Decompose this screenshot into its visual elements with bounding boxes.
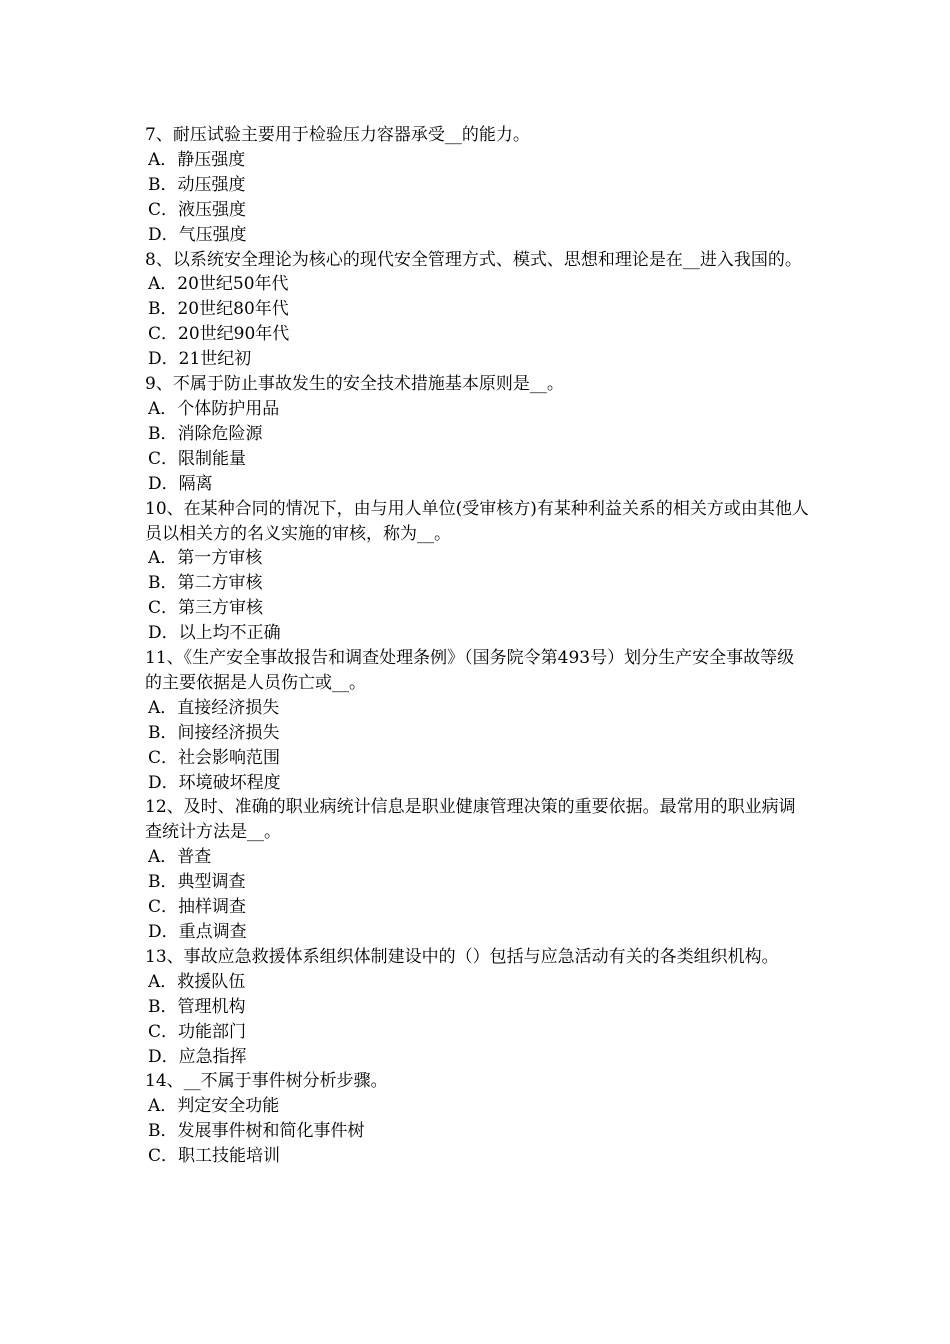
option-a: A．第一方审核 bbox=[148, 548, 263, 569]
option-a: A．直接经济损失 bbox=[148, 697, 280, 718]
option-a: A．普查 bbox=[148, 847, 212, 868]
option-b: B．发展事件树和简化事件树 bbox=[148, 1121, 365, 1142]
option-c: C．职工技能培训 bbox=[148, 1146, 281, 1167]
option-c: C．社会影响范围 bbox=[148, 747, 281, 768]
question-block bbox=[145, 372, 810, 497]
option-d: D．隔离 bbox=[148, 473, 213, 494]
option-d: D．重点调查 bbox=[148, 922, 247, 942]
question-block bbox=[145, 945, 810, 1070]
option-b: B．动压强度 bbox=[148, 174, 246, 195]
question-text: 11、《生产安全事故报告和调查处理条例》（国务院令第493号）划分生产安全事故等级的主要依据是人员伤亡或__。 bbox=[145, 648, 795, 693]
question-block bbox=[145, 1069, 810, 1169]
option-b: B．间接经济损失 bbox=[148, 722, 280, 743]
option-c: C．抽样调查 bbox=[148, 897, 247, 918]
question-block bbox=[145, 123, 810, 248]
option-c: C．20世纪90年代 bbox=[148, 324, 290, 345]
option-b: B．管理机构 bbox=[148, 996, 246, 1017]
option-b: B．典型调查 bbox=[148, 872, 246, 893]
option-d: D．环境破坏程度 bbox=[148, 772, 281, 793]
option-d: D．应急指挥 bbox=[148, 1046, 247, 1067]
option-a: A．个体防护用品 bbox=[148, 398, 280, 419]
question-text: 14、__不属于事件树分析步骤。 bbox=[145, 1071, 388, 1092]
option-c: C．液压强度 bbox=[148, 199, 247, 220]
option-d: D．21世纪初 bbox=[148, 349, 252, 370]
question-text: 10、在某种合同的情况下，由与用人单位(受审核方)有某种利益关系的相关方或由其他人员以相关方的名义实施的审核，称为__。 bbox=[145, 498, 809, 544]
option-b: B．消除危险源 bbox=[148, 423, 263, 444]
option-d: D．气压强度 bbox=[148, 224, 247, 245]
option-a: A．静压强度 bbox=[148, 149, 246, 170]
option-c: C．限制能量 bbox=[148, 448, 247, 469]
option-d: D．以上均不正确 bbox=[148, 623, 281, 644]
question-text: 13、事故应急救援体系组织体制建设中的（）包括与应急活动有关的各类组织机构。 bbox=[145, 946, 779, 967]
option-b: B．20世纪80年代 bbox=[148, 299, 289, 320]
option-a: A．救援队伍 bbox=[148, 971, 246, 992]
question-text: 12、及时、准确的职业病统计信息是职业健康管理决策的重要依据。最常用的职业病调查统计方法是__。 bbox=[145, 797, 796, 843]
question-block bbox=[145, 795, 810, 944]
question-block bbox=[145, 497, 810, 646]
question-text: 8、以系统安全理论为核心的现代安全管理方式、模式、思想和理论是在__进入我国的。 bbox=[145, 249, 802, 270]
question-text: 9、不属于防止事故发生的安全技术措施基本原则是__。 bbox=[145, 374, 564, 395]
option-b: B．第二方审核 bbox=[148, 573, 263, 594]
document-page bbox=[145, 123, 810, 1169]
option-a: A．判定安全功能 bbox=[148, 1096, 280, 1117]
question-text: 7、耐压试验主要用于检验压力容器承受__的能力。 bbox=[145, 125, 530, 145]
option-c: C．功能部门 bbox=[148, 1021, 247, 1042]
option-c: C．第三方审核 bbox=[148, 598, 264, 619]
question-block bbox=[145, 248, 810, 373]
question-block bbox=[145, 646, 810, 795]
option-a: A．20世纪50年代 bbox=[148, 274, 289, 295]
